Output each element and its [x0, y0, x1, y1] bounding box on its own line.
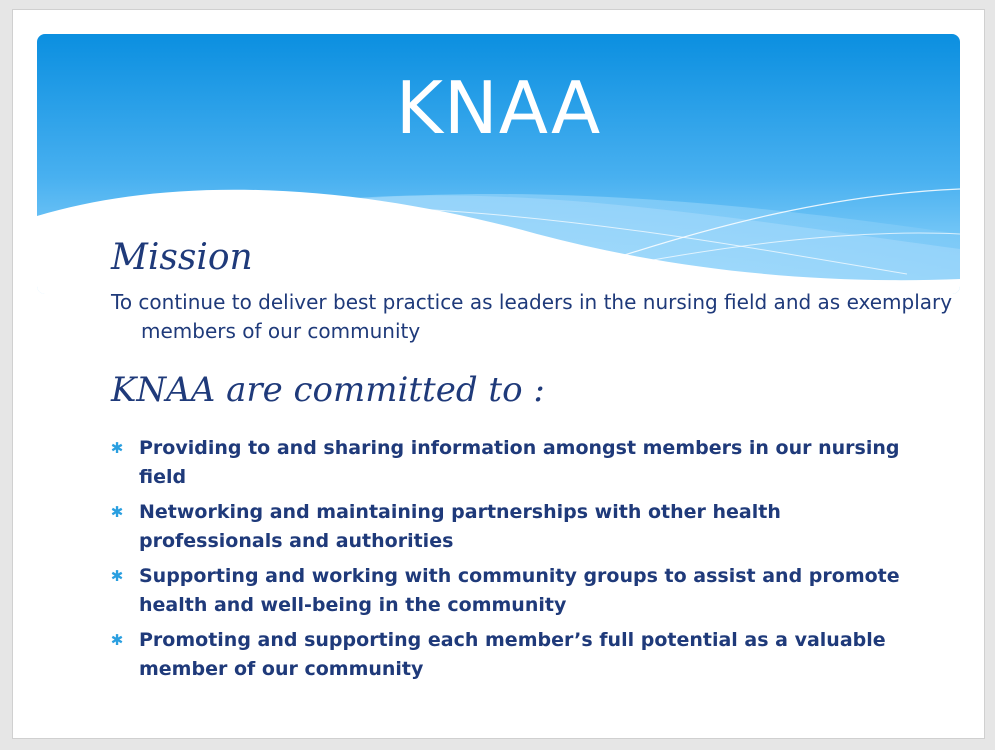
- list-item-text: Networking and maintaining partnerships with other health professionals and authorities: [139, 501, 781, 552]
- list-item-text: Supporting and working with community groups to assist and promote health and well-being in the community: [139, 565, 900, 616]
- asterisk-bullet-icon: ✱: [110, 439, 124, 457]
- slide-title: KNAA: [395, 66, 602, 150]
- list-item-text: Providing to and sharing information amongst members in our nursing field: [139, 437, 900, 488]
- list-item: [109, 562, 929, 620]
- list-item: [109, 626, 929, 684]
- list-item: [109, 434, 929, 492]
- list-item: [109, 498, 929, 556]
- commitments-list: [109, 434, 929, 690]
- commitments-heading: KNAA are committed to :: [111, 370, 545, 410]
- asterisk-bullet-icon: ✱: [110, 567, 124, 585]
- mission-text: To continue to deliver best practice as leaders in the nursing field and as exemplary members of our community: [111, 290, 953, 343]
- slide: [13, 10, 984, 738]
- mission-heading: Mission: [111, 237, 253, 278]
- asterisk-bullet-icon: ✱: [110, 503, 124, 521]
- asterisk-bullet-icon: ✱: [110, 631, 124, 649]
- list-item-text: Promoting and supporting each member’s full potential as a valuable member of our community: [139, 629, 886, 680]
